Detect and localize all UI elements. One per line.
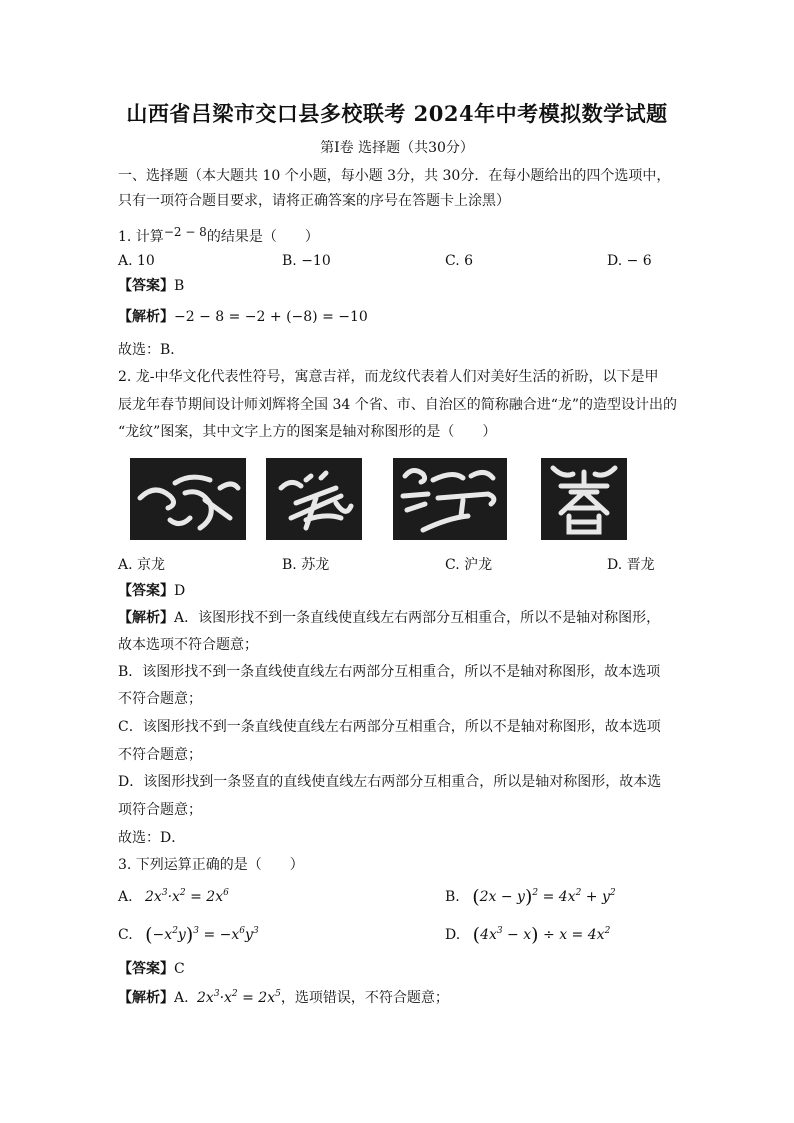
- q2-stem-line-3: “龙纹”图案，其中文字上方的图案是轴对称图形的是（ ）: [118, 424, 497, 440]
- q1-option-c: C. 6: [445, 253, 474, 269]
- q1-answer-value: B: [174, 278, 185, 294]
- q2-option-d: D. 晋龙: [607, 557, 655, 573]
- q1-option-a: A. 10: [118, 253, 155, 269]
- q3-answer: [118, 959, 185, 979]
- dragon-pattern-b-image: [266, 458, 362, 540]
- q1-analysis: [118, 307, 368, 327]
- q2-stem-line-2: 辰龙年春节期间设计师刘辉将全国 34 个省、市、自治区的简称融合进“龙”的造型设计出的: [118, 397, 678, 413]
- dragon-pattern-c-image: [393, 458, 507, 540]
- analysis-label: 【解析】: [118, 309, 174, 325]
- q2-analysis-line-7: D．该图形找到一条竖直的直线使直线左右两部分互相重合，所以是轴对称图形，故本选: [118, 774, 662, 790]
- q2-analysis-line-3: B．该图形找不到一条直线使直线左右两部分互相重合，所以不是轴对称图形，故本选项: [118, 664, 661, 680]
- q1-stem-prefix: 1. 计算: [118, 229, 164, 245]
- q3-option-a: A. $2x^3\cdot x^2 = 2x^6$: [118, 888, 229, 905]
- q2-answer-value: D: [174, 583, 186, 599]
- q2-analysis-line-6: 不符合题意；: [118, 747, 202, 763]
- q2-analysis-line-1: [118, 608, 660, 628]
- answer-label: 【答案】: [118, 961, 174, 977]
- q2-stem-line-1: 2. 龙-中华文化代表性符号，寓意吉祥，而龙纹代表着人们对美好生活的祈盼，以下是甲: [118, 369, 659, 385]
- q3-option-b: B. $(2x - y)^2 = 4x^2 + y^2$: [445, 886, 616, 908]
- section-subtitle: 第Ⅰ卷 选择题（共30分）: [320, 140, 474, 156]
- q2-option-b: B. 苏龙: [282, 557, 330, 573]
- q1-option-b: B. −10: [282, 253, 331, 269]
- q2-option-c: C. 沪龙: [445, 557, 493, 573]
- q3-option-b-label: B.: [445, 889, 460, 905]
- q3-option-a-label: A.: [118, 889, 133, 905]
- q1-conclusion: 故选：B．: [118, 342, 185, 358]
- q2-answer: [118, 581, 185, 601]
- dragon-pattern-a-image: [130, 458, 246, 540]
- q1-analysis-math: −2 − 8 = −2 + (−8) = −10: [174, 309, 368, 325]
- q2-conclusion: 故选：D．: [118, 830, 186, 846]
- q3-option-c-label: C.: [118, 927, 133, 943]
- q2-analysis-text-1: A．该图形找不到一条直线使直线左右两部分互相重合，所以不是轴对称图形，: [174, 610, 661, 626]
- q2-analysis-line-2: 故本选项不符合题意；: [118, 637, 258, 653]
- q1-stem-suffix: 的结果是（ ）: [206, 229, 319, 245]
- q3-analysis-a-label: A.: [174, 990, 189, 1006]
- analysis-label: 【解析】: [118, 610, 174, 626]
- q3-option-d-label: D.: [445, 927, 461, 943]
- q2-analysis-line-5: C．该图形找不到一条直线使直线左右两部分互相重合，所以不是轴对称图形，故本选项: [118, 719, 661, 735]
- q3-option-d: D. $(4x^3 - x) \div x = 4x^2$: [445, 924, 611, 946]
- analysis-label: 【解析】: [118, 990, 174, 1006]
- q1-option-d: D. − 6: [607, 253, 652, 269]
- answer-label: 【答案】: [118, 583, 174, 599]
- answer-label: 【答案】: [118, 278, 174, 294]
- q1-answer: [118, 276, 184, 296]
- section-intro-line-2: 只有一项符合题目要求，请将正确答案的序号在答题卡上涂黑）: [118, 193, 510, 209]
- q1-stem-math: −2 − 8: [163, 225, 207, 239]
- q3-analysis: 【解析】A. $2x^3\cdot x^2 = 2x^5$，选项错误，不符合题意；: [118, 989, 449, 1006]
- q2-analysis-line-8: 项符合题意；: [118, 802, 202, 818]
- q3-stem: 3. 下列运算正确的是（ ）: [118, 857, 304, 873]
- q3-analysis-tail: ，选项错误，不符合题意；: [280, 990, 449, 1006]
- q3-option-c: C. $(-x^2y)^3 = -x^6y^3$: [118, 924, 259, 946]
- page-title: 山西省吕梁市交口县多校联考 2024年中考模拟数学试题: [126, 101, 668, 126]
- section-intro-line-1: 一、选择题（本大题共 10 个小题，每小题 3分，共 30分．在每小题给出的四个选项中，: [118, 168, 671, 184]
- q2-option-a: A. 京龙: [118, 557, 166, 573]
- q2-analysis-line-4: 不符合题意；: [118, 691, 202, 707]
- q1-stem: [118, 222, 319, 247]
- dragon-pattern-d-image: [541, 458, 627, 540]
- q3-answer-value: C: [174, 961, 185, 977]
